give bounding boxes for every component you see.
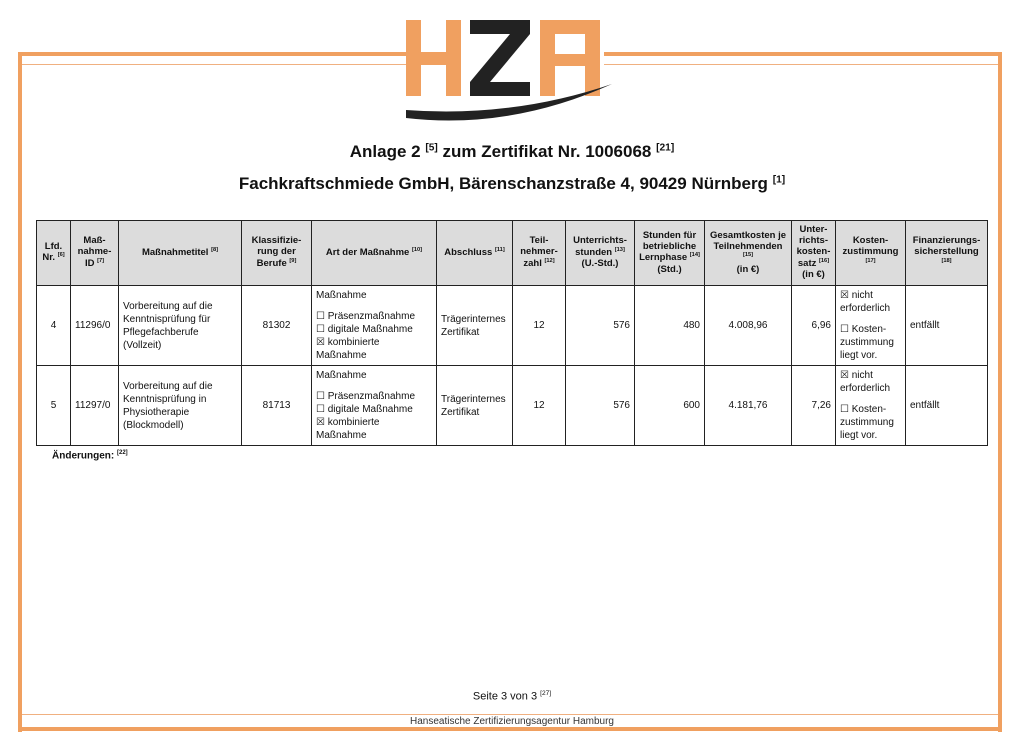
- cell-titel: Vorbereitung auf die Kenntnisprüfung für Pflegefachberufe (Vollzeit): [119, 286, 242, 366]
- frame-bottom-border: [18, 727, 1002, 731]
- checkbox-checked-icon: ☒: [840, 370, 849, 381]
- cell-kldb: 81302: [242, 286, 312, 366]
- aenderungen-label: Änderungen: [22]: [52, 450, 128, 462]
- cell-satz: 7,26: [792, 366, 836, 446]
- cell-kosten: 4.008,96: [705, 286, 792, 366]
- cell-kz: ☒ nicht erforderlich ☐ Kosten-zustimmung liegt vor.: [836, 286, 906, 366]
- checkbox-unchecked-icon: ☐: [316, 311, 325, 322]
- table-row: [37, 366, 988, 446]
- cell-abschluss: Trägerinternes Zertifikat: [437, 286, 513, 366]
- checkbox-unchecked-icon: ☐: [840, 324, 849, 335]
- col-header-art: Art der Maßnahme [10]: [312, 221, 437, 286]
- page-number: Seite 3 von 3 [27]: [472, 690, 552, 703]
- checkbox-checked-icon: ☒: [840, 290, 849, 301]
- cell-nr: 4: [37, 286, 71, 366]
- col-header-id: Maß-nahme-ID [7]: [71, 221, 119, 286]
- col-header-titel: Maßnahmetitel [8]: [119, 221, 242, 286]
- col-header-nr: Lfd. Nr. [6]: [37, 221, 71, 286]
- cell-titel: Vorbereitung auf die Kenntnisprüfung in Physiotherapie (Blockmodell): [119, 366, 242, 446]
- col-header-satz: Unter-richts-kosten-satz [16] (in €): [792, 221, 836, 286]
- cell-art: Maßnahme ☐ Präsenzmaßnahme ☐ digitale Maßnahme ☒ kombinierte Maßnahme: [312, 366, 437, 446]
- company-address: Fachkraftschmiede GmbH, Bärenschanzstraße 4, 90429 Nürnberg [1]: [238, 174, 786, 193]
- frame-bottom-line: [22, 714, 998, 715]
- cell-art: Maßnahme ☐ Präsenzmaßnahme ☐ digitale Maßnahme ☒ kombinierte Maßnahme: [312, 286, 437, 366]
- hza-logo: [400, 10, 616, 134]
- cell-nr: 5: [37, 366, 71, 446]
- cell-std: 600: [635, 366, 705, 446]
- col-header-fin: Finanzierungs-sicherstellung [18]: [906, 221, 988, 286]
- checkbox-checked-icon: ☒: [316, 337, 325, 348]
- footer-agency: Hanseatische Zertifizierungsagentur Hamburg: [410, 716, 614, 727]
- cell-id: 11296/0: [71, 286, 119, 366]
- cell-ue: 576: [566, 366, 635, 446]
- table-header-row: [37, 221, 988, 286]
- col-header-std: Stunden für betriebliche Lernphase [14] (Std.): [635, 221, 705, 286]
- frame-top-line-right: [604, 64, 998, 65]
- cell-satz: 6,96: [792, 286, 836, 366]
- frame-top-line-left: [22, 64, 410, 65]
- checkbox-unchecked-icon: ☐: [316, 324, 325, 335]
- cell-id: 11297/0: [71, 366, 119, 446]
- col-header-kz: Kosten-zustimmung [17]: [836, 221, 906, 286]
- table-row: [37, 286, 988, 366]
- checkbox-unchecked-icon: ☐: [316, 404, 325, 415]
- col-header-kldb: Klassifizie-rung der Berufe [9]: [242, 221, 312, 286]
- cell-kldb: 81713: [242, 366, 312, 446]
- col-header-kosten: Gesamtkosten je Teilnehmenden [15] (in €): [705, 221, 792, 286]
- frame-top-border-right: [604, 52, 1002, 56]
- cell-ue: 576: [566, 286, 635, 366]
- checkbox-checked-icon: ☒: [316, 417, 325, 428]
- cell-abschluss: Trägerinternes Zertifikat: [437, 366, 513, 446]
- col-header-abschluss: Abschluss [11]: [437, 221, 513, 286]
- cell-std: 480: [635, 286, 705, 366]
- checkbox-unchecked-icon: ☐: [316, 391, 325, 402]
- checkbox-unchecked-icon: ☐: [840, 404, 849, 415]
- cell-kosten: 4.181,76: [705, 366, 792, 446]
- document-title: Anlage 2 [5] zum Zertifikat Nr. 1006068 [21]: [349, 142, 675, 161]
- measures-table: [36, 220, 988, 446]
- cell-fin: entfällt: [906, 366, 988, 446]
- cell-tn: 12: [513, 286, 566, 366]
- frame-top-border-left: [18, 52, 410, 56]
- col-header-ue: Unterrichts-stunden [13] (U.-Std.): [566, 221, 635, 286]
- cell-fin: entfällt: [906, 286, 988, 366]
- col-header-tn: Teil-nehmer-zahl [12]: [513, 221, 566, 286]
- cell-tn: 12: [513, 366, 566, 446]
- cell-kz: ☒ nicht erforderlich ☐ Kosten-zustimmung liegt vor.: [836, 366, 906, 446]
